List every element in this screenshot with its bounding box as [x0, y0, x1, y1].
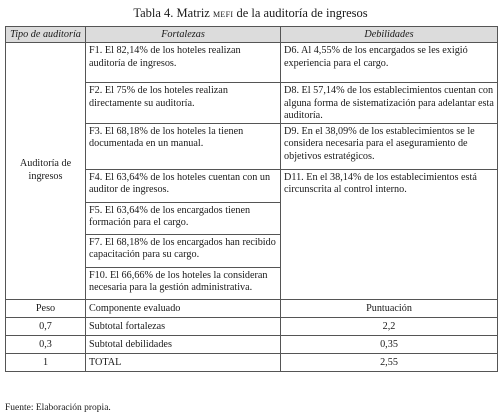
- header-row: [6, 27, 498, 43]
- summary-puntuacion: 0,35: [281, 335, 498, 353]
- table-row: [6, 43, 498, 83]
- debilidad-item: D8. El 57,14% de los establecimientos cuentan con alguna forma de sistematización para adelantar esta auditoría.: [281, 83, 498, 124]
- title-suffix: de la auditoría de ingresos: [233, 6, 368, 20]
- summary-componente: Subtotal debilidades: [86, 335, 281, 353]
- summary-row: [6, 317, 498, 335]
- summary-peso: 1: [6, 353, 86, 371]
- debilidad-item: D11. En el 38,14% de los establecimientos está circunscrita al control interno.: [281, 169, 498, 299]
- debilidad-item: D9. En el 38,09% de los establecimientos se le considera necesaria para el aseguramiento de objetivos estratégicos.: [281, 123, 498, 169]
- title-prefix: Tabla 4. Matriz: [133, 6, 213, 20]
- fortaleza-item: F7. El 68,18% de los encargados han recibido capacitación para su cargo.: [86, 234, 281, 267]
- title-acronym: mefi: [212, 8, 234, 20]
- debilidad-item: D6. Al 4,55% de los encargados se les exigió experiencia para el cargo.: [281, 43, 498, 83]
- summary-row: [6, 335, 498, 353]
- mefi-matrix-table: [5, 26, 498, 372]
- summary-puntuacion: 2,2: [281, 317, 498, 335]
- fortaleza-item: F10. El 66,66% de los hoteles la consideran necesaria para la gestión administrativa.: [86, 267, 281, 299]
- summary-componente: TOTAL: [86, 353, 281, 371]
- fortaleza-item: F2. El 75% de los hoteles realizan directamente su auditoría.: [86, 83, 281, 124]
- fortaleza-item: F1. El 82,14% de los hoteles realizan auditoría de ingresos.: [86, 43, 281, 83]
- summary-puntuacion: 2,55: [281, 353, 498, 371]
- summary-componente: Subtotal fortalezas: [86, 317, 281, 335]
- summary-peso: 0,7: [6, 317, 86, 335]
- fortaleza-item: F3. El 68,18% de los hoteles la tienen documentada en un manual.: [86, 123, 281, 169]
- summary-row: [6, 353, 498, 371]
- tipo-cell: Auditoría de ingresos: [6, 43, 86, 300]
- header-fortalezas: Fortalezas: [86, 27, 281, 43]
- summary-peso: 0,3: [6, 335, 86, 353]
- summary-header-componente: Componente evaluado: [86, 299, 281, 317]
- source-note: Fuente: Elaboración propia.: [5, 403, 111, 413]
- fortaleza-item: F5. El 63,64% de los encargados tienen formación para el cargo.: [86, 202, 281, 234]
- summary-header-peso: Peso: [6, 299, 86, 317]
- header-tipo: Tipo de auditoría: [6, 27, 86, 43]
- summary-header-row: [6, 299, 498, 317]
- fortaleza-item: F4. El 63,64% de los hoteles cuentan con un auditor de ingresos.: [86, 169, 281, 202]
- table-title: [0, 6, 501, 21]
- summary-header-puntuacion: Puntuación: [281, 299, 498, 317]
- header-debilidades: Debilidades: [281, 27, 498, 43]
